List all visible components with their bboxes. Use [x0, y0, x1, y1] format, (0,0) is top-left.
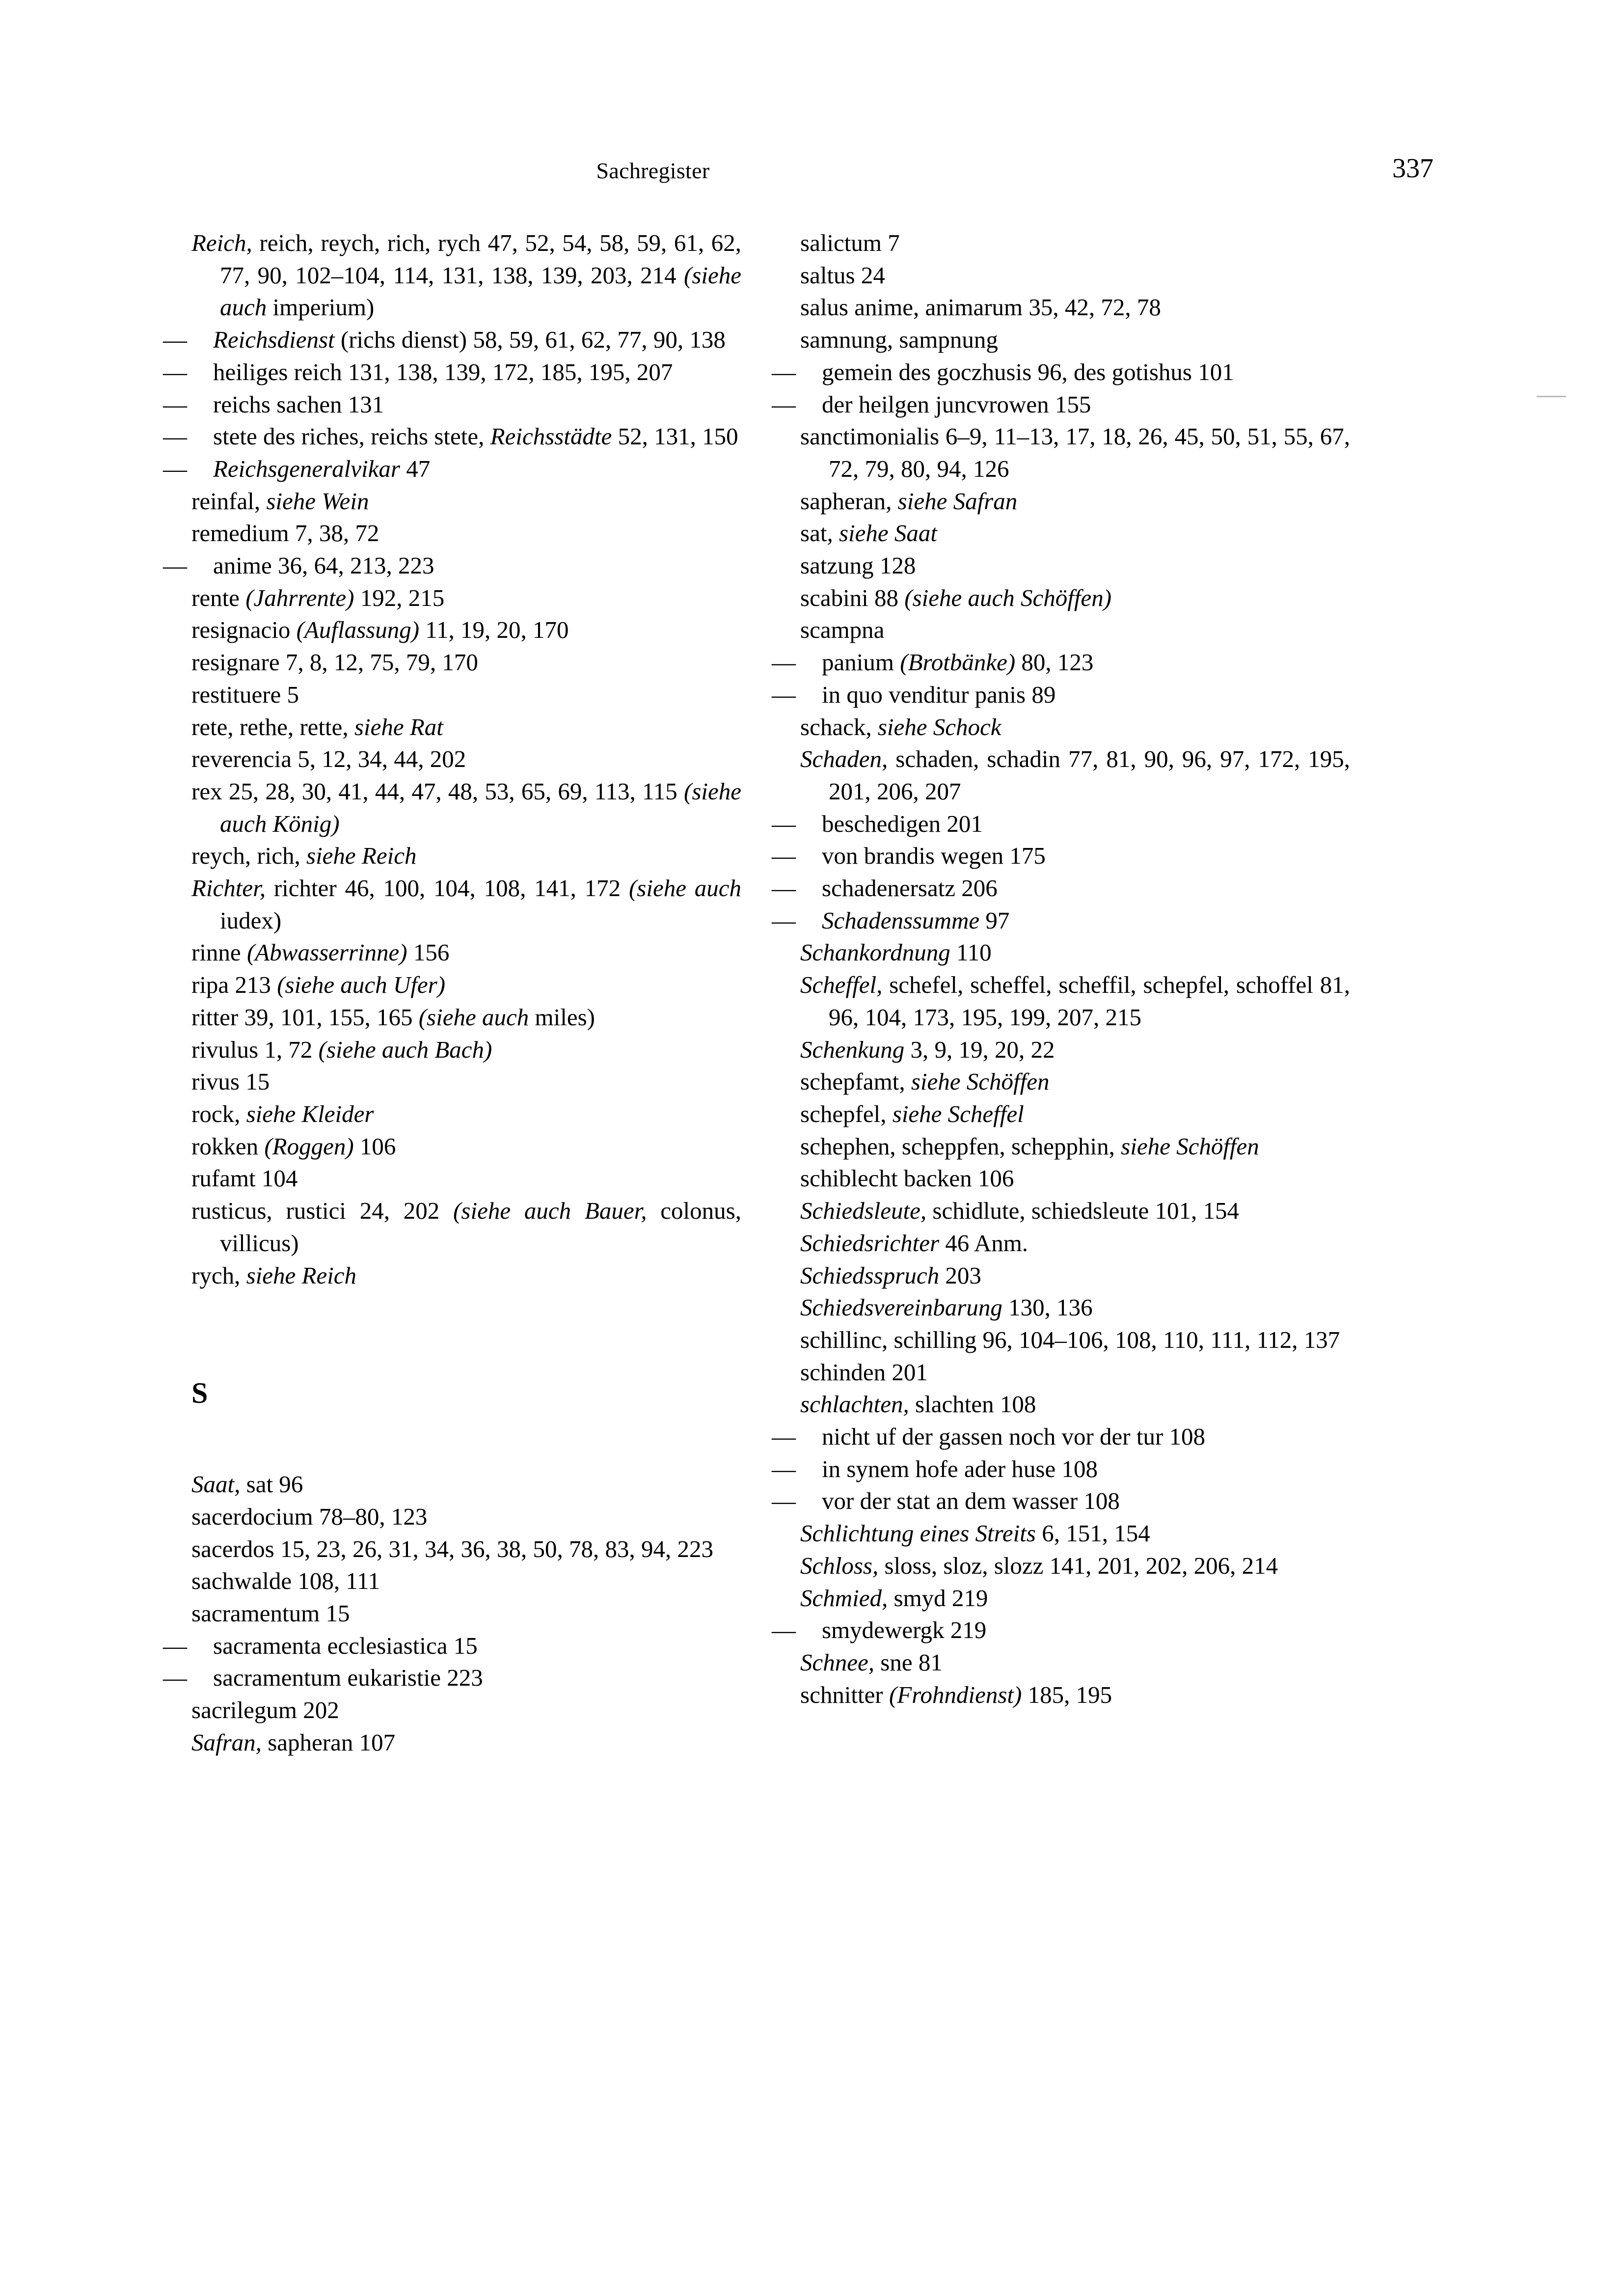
entry-text-italic: Richter,	[191, 875, 266, 902]
entry-text-roman: reinfal,	[191, 487, 267, 515]
entry-text-roman: schaden, schadin 77, 81, 90, 96, 97, 172, 195, 201, 206, 207	[829, 745, 1350, 805]
entry-text-italic: (siehe auch Bach)	[318, 1036, 492, 1063]
entry-text-roman: schillinc, schilling 96, 104–106, 108, 110, 111, 112, 137	[800, 1326, 1340, 1353]
index-entry	[191, 840, 741, 872]
entry-text-roman: rivus 15	[191, 1068, 270, 1095]
index-subentry	[163, 549, 741, 582]
em-dash-marker: —	[163, 1632, 187, 1659]
em-dash-marker: —	[772, 810, 796, 837]
index-subentry	[772, 1453, 1350, 1485]
index-subentry	[163, 356, 741, 388]
index-entry	[191, 775, 741, 840]
entry-text-italic: siehe Scheffel	[892, 1100, 1024, 1127]
em-dash-marker: —	[772, 875, 796, 902]
index-entry	[191, 227, 741, 324]
entry-text-roman: in synem hofe ader huse 108	[822, 1455, 1098, 1482]
entry-text-roman: sacerdos 15, 23, 26, 31, 34, 36, 38, 50, 78, 83, 94, 223	[191, 1535, 713, 1562]
entry-text-roman: schadenersatz 206	[822, 875, 998, 902]
entry-text-roman: gemein des goczhusis 96, des gotishus 101	[822, 358, 1234, 385]
index-entry	[800, 1162, 1350, 1195]
index-entry	[800, 227, 1350, 259]
index-subentry	[772, 840, 1350, 872]
entry-text-roman: sloss, sloz, slozz 141, 201, 202, 206, 214	[878, 1552, 1278, 1579]
entry-text-roman: sapheran	[800, 487, 886, 515]
entry-text-italic: (siehe auch	[418, 1003, 535, 1031]
entry-text-roman: miles)	[535, 1003, 595, 1031]
entry-text-italic: Reichsgeneralvikar	[213, 455, 400, 482]
entry-text-italic: (Roggen)	[264, 1132, 354, 1160]
entry-text-roman: 110	[950, 939, 992, 966]
entry-text-roman: 3, 9, 19, 20, 22	[904, 1036, 1055, 1063]
entry-text-roman: rex 25, 28, 30, 41, 44, 47, 48, 53, 65, 69, 113, 115	[191, 777, 684, 805]
entry-text-roman: sanctimonialis 6–9, 11–13, 17, 18, 26, 45, 50, 51, 55, 67, 72, 79, 80, 94, 126	[800, 423, 1350, 482]
entry-text-italic: siehe Reich	[306, 842, 417, 870]
entry-text-roman: richter 46, 100, 104, 108, 141, 172	[266, 875, 629, 902]
index-entry	[191, 485, 741, 518]
index-columns	[163, 227, 1433, 1759]
index-entry	[191, 1726, 741, 1759]
entry-text-italic: Schiedsspruch	[800, 1261, 940, 1289]
entry-text-roman: sacerdocium 78–80, 123	[191, 1503, 428, 1530]
entry-text-roman: panium	[822, 649, 900, 676]
index-entry	[800, 517, 1350, 549]
entry-text-roman: iudex)	[220, 906, 282, 934]
letter-spacer-bottom	[191, 1410, 741, 1468]
index-entry	[800, 1646, 1350, 1679]
index-subentry	[772, 808, 1350, 840]
index-column-right	[772, 227, 1350, 1759]
entry-text-roman: stete des riches, reichs stete,	[213, 423, 490, 450]
entry-text-roman: imperium)	[267, 294, 375, 321]
entry-text-roman: reych, rich,	[191, 842, 306, 870]
entry-text-italic: siehe Schöffen	[1121, 1132, 1259, 1160]
entry-text-italic: (Frohndienst)	[889, 1681, 1022, 1708]
em-dash-marker: —	[163, 552, 187, 579]
entry-text-roman: 97	[979, 906, 1010, 934]
em-dash-marker: —	[163, 326, 187, 354]
entry-text-roman: rinne	[191, 939, 247, 966]
index-entry	[800, 614, 1350, 646]
entry-text-roman: rufamt 104	[191, 1165, 298, 1192]
entry-text-roman: schepfamt,	[800, 1068, 911, 1095]
entry-text-roman: rych,	[191, 1261, 246, 1289]
index-entry	[800, 969, 1350, 1033]
entry-text-roman: restituere 5	[191, 681, 299, 708]
entry-text-roman: sacramentum 15	[191, 1600, 350, 1627]
entry-text-roman: 47	[400, 455, 431, 482]
entry-text-roman: samnung, sampnung	[800, 326, 998, 354]
index-entry	[800, 1066, 1350, 1098]
entry-text-roman: schnitter	[800, 1681, 889, 1708]
em-dash-marker: —	[772, 390, 796, 418]
em-dash-marker: —	[772, 1616, 796, 1644]
entry-text-italic: siehe Reich	[246, 1261, 357, 1289]
entry-text-roman: reverencia 5, 12, 34, 44, 202	[191, 745, 466, 773]
entry-text-roman: schefel, scheffel, scheffil, schepfel, schoffel 81, 96, 104, 173, 195, 199, 207, 215	[829, 971, 1350, 1031]
em-dash-marker: —	[163, 390, 187, 418]
em-dash-marker: —	[772, 1423, 796, 1450]
entry-text-roman: 52, 131, 150	[612, 423, 738, 450]
entry-text-italic: siehe Schöffen	[911, 1068, 1050, 1095]
entry-text-italic: , siehe Saat	[827, 519, 937, 547]
entry-text-roman: slachten 108	[909, 1391, 1036, 1418]
entry-text-italic: Saat,	[191, 1471, 241, 1498]
index-entry	[800, 1356, 1350, 1389]
entry-text-roman: rivulus 1, 72	[191, 1036, 319, 1063]
entry-text-roman: saltus 24	[800, 261, 885, 289]
index-entry	[191, 1098, 741, 1130]
page-number: 337	[1392, 153, 1434, 184]
running-header	[187, 153, 1434, 191]
entry-text-roman: 6, 151, 154	[1035, 1520, 1150, 1547]
index-entry	[800, 259, 1350, 292]
entry-text-italic: Schankordnung	[800, 939, 950, 966]
entry-text-roman: rokken	[191, 1132, 265, 1160]
index-subentry	[772, 1614, 1350, 1646]
index-subentry	[772, 679, 1350, 711]
entry-text-roman: heiliges reich 131, 138, 139, 172, 185, 195, 207	[213, 358, 673, 385]
entry-text-italic: Schmied,	[800, 1584, 888, 1612]
index-subentry	[772, 1485, 1350, 1517]
em-dash-marker: —	[163, 455, 187, 482]
entry-text-roman: scabini 88	[800, 584, 905, 611]
entry-text-italic: (siehe auch	[220, 261, 741, 321]
entry-text-roman: rete, rethe, rette,	[191, 713, 354, 740]
entry-text-italic: Schaden,	[800, 745, 888, 773]
entry-text-roman: schinden 201	[800, 1358, 928, 1386]
section-letter-heading: S	[191, 1377, 208, 1410]
index-entry	[191, 711, 741, 743]
entry-text-roman: resignare 7, 8, 12, 75, 79, 170	[191, 649, 478, 676]
index-entry	[191, 1501, 741, 1533]
index-entry	[191, 1001, 741, 1034]
em-dash-marker: —	[772, 842, 796, 870]
entry-text-roman: von brandis wegen 175	[822, 842, 1046, 870]
entry-text-roman: schidlute, schiedsleute 101, 154	[926, 1197, 1240, 1225]
entry-text-italic: siehe Wein	[266, 487, 369, 515]
entry-text-italic: , siehe Safran	[886, 487, 1018, 515]
entry-text-roman: beschedigen 201	[822, 810, 983, 837]
entry-text-italic: Reichsdienst	[213, 326, 335, 354]
em-dash-marker: —	[772, 1487, 796, 1515]
entry-text-italic: Scheffel,	[800, 971, 883, 999]
entry-text-italic: Schiedsleute,	[800, 1197, 927, 1225]
index-subentry	[772, 1421, 1350, 1453]
entry-text-roman: (richs dienst) 58, 59, 61, 62, 77, 90, 138	[334, 326, 726, 354]
index-entry	[800, 1679, 1350, 1711]
index-entry	[800, 1227, 1350, 1259]
index-entry	[800, 324, 1350, 356]
entry-text-roman: 46 Anm.	[939, 1229, 1028, 1257]
index-entry	[800, 582, 1350, 614]
index-entry	[800, 936, 1350, 969]
entry-text-roman: remedium 7, 38, 72	[191, 519, 379, 547]
entry-text-italic: Schnee,	[800, 1648, 874, 1676]
index-entry	[191, 1533, 741, 1565]
index-entry-list-left	[163, 227, 742, 1291]
entry-text-roman: 192, 215	[354, 584, 445, 611]
em-dash-marker: —	[772, 906, 796, 934]
index-entry	[800, 1291, 1350, 1324]
index-entry-list-left-s	[163, 1468, 741, 1758]
entry-text-italic: (Brotbänke)	[900, 649, 1016, 676]
em-dash-marker: —	[163, 1664, 187, 1692]
entry-text-italic: (siehe auch König)	[220, 777, 741, 837]
entry-text-italic: schlachten,	[800, 1391, 909, 1418]
index-entry	[191, 679, 741, 711]
entry-text-roman: schiblecht backen 106	[800, 1165, 1014, 1192]
index-subentry	[163, 1630, 741, 1662]
entry-text-roman: 185, 195	[1022, 1681, 1112, 1708]
entry-text-roman: sacramentum eukaristie 223	[213, 1664, 483, 1692]
entry-text-roman: sachwalde 108, 111	[191, 1567, 380, 1595]
entry-text-roman: 80, 123	[1015, 649, 1094, 676]
index-entry	[800, 1324, 1350, 1356]
index-entry	[800, 1550, 1350, 1582]
index-entry	[800, 1034, 1350, 1066]
index-entry	[191, 1694, 741, 1726]
entry-text-italic: Reichsstädte	[490, 423, 612, 450]
index-subentry	[772, 388, 1350, 421]
entry-text-italic: siehe Schock	[877, 713, 1001, 740]
entry-text-roman: reichs sachen 131	[213, 390, 384, 418]
entry-text-roman: nicht uf der gassen noch vor der tur 108	[822, 1423, 1206, 1450]
index-entry	[191, 1130, 741, 1163]
entry-text-roman: ritter 39, 101, 155, 165	[191, 1003, 419, 1031]
index-subentry	[163, 324, 741, 356]
entry-text-roman: colonus, villicus)	[220, 1197, 741, 1257]
index-entry	[191, 969, 741, 1001]
em-dash-marker: —	[772, 358, 796, 385]
index-subentry	[772, 904, 1350, 937]
index-subentry	[163, 453, 741, 485]
index-subentry	[772, 872, 1350, 904]
entry-text-italic: siehe Rat	[354, 713, 443, 740]
index-entry	[191, 743, 741, 775]
index-entry	[800, 1582, 1350, 1614]
entry-text-italic: Schenkung	[800, 1036, 905, 1063]
index-entry	[800, 1517, 1350, 1550]
em-dash-marker: —	[163, 423, 187, 450]
entry-text-italic: Schlichtung eines Streits	[800, 1520, 1036, 1547]
entry-text-roman: salictum 7	[800, 229, 900, 256]
entry-text-italic: (siehe auch Bauer,	[453, 1197, 647, 1225]
index-entry	[800, 291, 1350, 324]
index-entry	[800, 1388, 1350, 1421]
index-entry-list-right	[772, 227, 1350, 1711]
entry-text-roman: smydewergk 219	[822, 1616, 987, 1644]
entry-text-italic: Schiedsvereinbarung	[800, 1294, 1002, 1321]
entry-text-italic: (siehe auch Ufer)	[277, 971, 446, 999]
entry-text-roman: 106	[353, 1132, 396, 1160]
entry-text-roman: rock,	[191, 1100, 246, 1127]
index-entry	[800, 1098, 1350, 1130]
entry-text-roman: sat	[800, 519, 827, 547]
entry-text-roman: scampna	[800, 616, 885, 644]
index-subentry	[772, 356, 1350, 388]
entry-text-roman: 156	[407, 939, 450, 966]
index-subentry	[772, 646, 1350, 679]
entry-text-roman: der heilgen juncvrowen 155	[822, 390, 1091, 418]
index-entry	[800, 485, 1350, 518]
entry-text-roman: schepfel,	[800, 1100, 893, 1127]
index-entry	[800, 1259, 1350, 1292]
index-subentry	[163, 388, 741, 421]
em-dash-marker: —	[772, 1455, 796, 1482]
letter-spacer-top	[191, 1291, 741, 1376]
entry-text-roman: sne 81	[874, 1648, 943, 1676]
index-column-left	[163, 227, 742, 1759]
index-entry	[800, 420, 1350, 485]
scan-artifact-mark	[1537, 396, 1566, 397]
index-entry	[191, 1259, 741, 1292]
running-head-title: Sachregister	[596, 158, 710, 183]
entry-text-roman: sat 96	[240, 1471, 303, 1498]
index-subentry	[163, 420, 741, 453]
em-dash-marker: —	[772, 681, 796, 708]
entry-text-roman: rente	[191, 584, 246, 611]
entry-text-roman: rusticus, rustici 24, 202	[191, 1197, 454, 1225]
entry-text-italic: Schadenssumme	[822, 906, 980, 934]
entry-text-roman: smyd 219	[888, 1584, 988, 1612]
index-entry	[191, 517, 741, 549]
index-entry	[191, 1565, 741, 1597]
index-entry	[191, 936, 741, 969]
index-entry	[800, 1195, 1350, 1227]
entry-text-italic: Schloss,	[800, 1552, 879, 1579]
entry-text-roman: schephen, scheppfen, schepphin,	[800, 1132, 1121, 1160]
entry-text-italic: (Jahrrente)	[245, 584, 354, 611]
entry-text-roman: resignacio	[191, 616, 297, 644]
entry-text-italic: (Auflassung)	[296, 616, 420, 644]
entry-text-roman: satzung 128	[800, 552, 916, 579]
entry-text-roman: ripa 213	[191, 971, 277, 999]
entry-text-roman: sapheran 107	[261, 1728, 396, 1756]
entry-text-roman: 203	[939, 1261, 981, 1289]
index-entry	[191, 872, 741, 936]
index-entry	[191, 1597, 741, 1630]
entry-text-italic: (Abwasserrinne)	[246, 939, 407, 966]
entry-text-roman: schack,	[800, 713, 878, 740]
entry-text-italic: Reich,	[191, 229, 252, 256]
entry-text-roman: sacramenta ecclesiastica 15	[213, 1632, 478, 1659]
em-dash-marker: —	[163, 358, 187, 385]
entry-text-roman: sacrilegum 202	[191, 1696, 339, 1724]
entry-text-italic: siehe Kleider	[246, 1100, 374, 1127]
entry-text-roman: salus anime, animarum 35, 42, 72, 78	[800, 294, 1161, 321]
index-subentry	[163, 1662, 741, 1694]
entry-text-italic: (siehe auch	[628, 875, 742, 902]
entry-text-roman: 11, 19, 20, 170	[419, 616, 569, 644]
entry-text-italic: Schiedsrichter	[800, 1229, 940, 1257]
index-entry	[191, 614, 741, 646]
entry-text-italic: Safran,	[191, 1728, 262, 1756]
index-entry	[191, 582, 741, 614]
index-entry	[191, 1162, 741, 1195]
entry-text-roman: vor der stat an dem wasser 108	[822, 1487, 1120, 1515]
em-dash-marker: —	[772, 649, 796, 676]
index-entry	[800, 743, 1350, 807]
index-entry	[191, 646, 741, 679]
entry-text-roman: 130, 136	[1002, 1294, 1093, 1321]
entry-text-italic: (siehe auch Schöffen)	[904, 584, 1112, 611]
index-entry	[191, 1066, 741, 1098]
index-entry	[191, 1195, 741, 1259]
index-entry	[191, 1468, 741, 1501]
entry-text-roman: anime 36, 64, 213, 223	[213, 552, 434, 579]
index-entry	[800, 549, 1350, 582]
index-entry	[800, 711, 1350, 743]
index-entry	[191, 1034, 741, 1066]
index-entry	[800, 1130, 1350, 1163]
entry-text-roman: in quo venditur panis 89	[822, 681, 1056, 708]
entry-text-roman: reich, reych, rich, rych 47, 52, 54, 58, 59, 61, 62, 77, 90, 102–104, 114, 131, 138, 139, 203, 214	[220, 229, 741, 289]
